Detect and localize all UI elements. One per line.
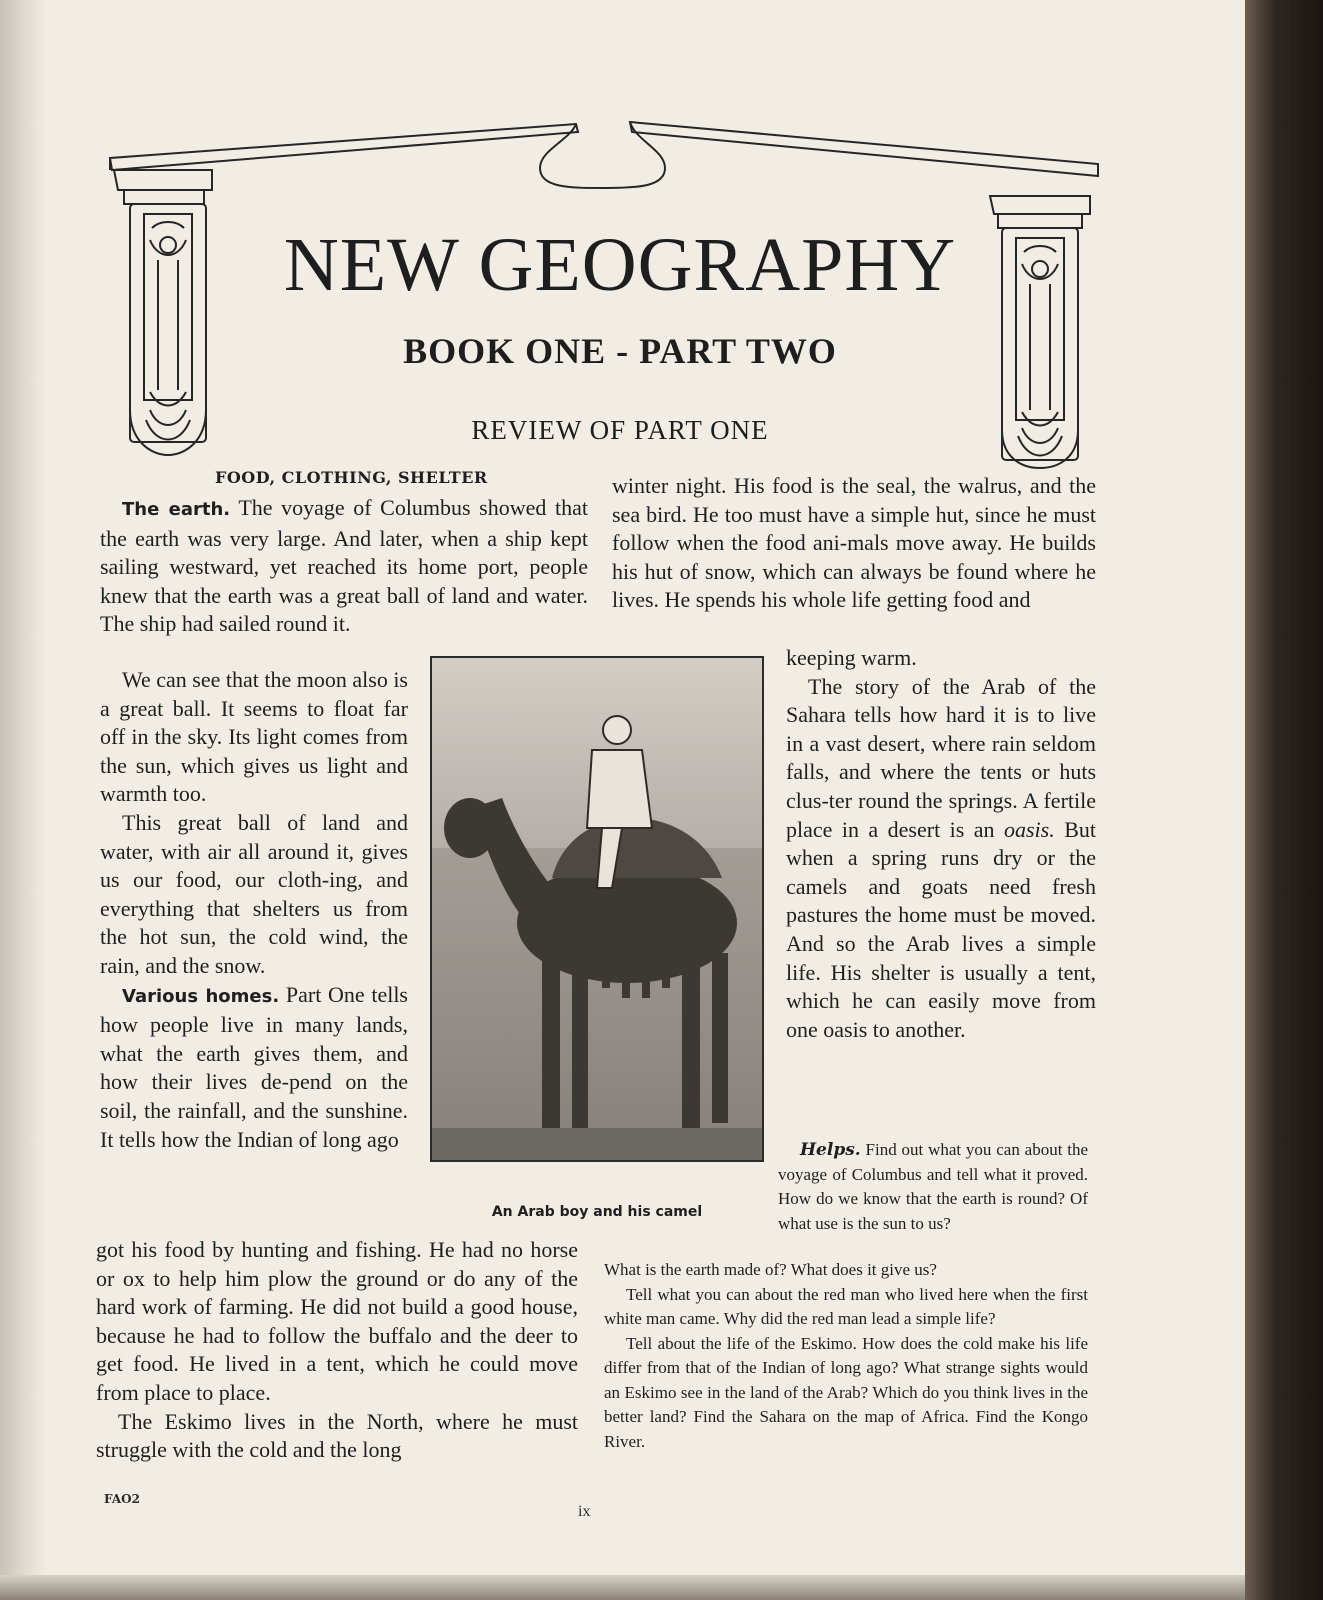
paragraph-eskimo-cont: winter night. His food is the seal, the walrus, and the sea bird. He too must have a simple hut, since he must follow when the food ani-mals move away. He builds his hut of snow, which can always be found where he lives. He spends his whole life getting food and [612,473,1096,613]
page-bottom-shadow [0,1575,1245,1600]
engraving-image [432,658,762,1160]
right-column-narrow [786,644,1096,1044]
page-gutter [0,0,46,1600]
paragraph-eskimo-end: keeping warm. [786,645,917,670]
page-title: NEW GEOGRAPHY [283,223,957,307]
book-subtitle: BOOK ONE - PART TWO [403,331,837,371]
helps-text: Find out what you can about the voyage of Columbus and tell what it proved. How do we know that the earth is round? Of what use is the sun to us? [778,1140,1089,1233]
left-column-narrow [100,666,408,1154]
helps-paragraph-3: Tell about the life of the Eskimo. How does the cold make his life differ from that of the Indian of long ago? What strange sights would an Eskimo see in the land of the Arab? Which do you think lives in the better land? Find the Sahara on the map of Africa. Find the Kongo River. [604,1333,1088,1451]
left-column-top [100,494,588,639]
left-column-bottom [96,1236,578,1465]
page-number: ix [578,1503,591,1520]
paragraph-text: The story of the Arab of the Sahara tells how hard it is to live in a vast desert, where rain seldom falls, and where the tents or huts clus-ter round the springs. A fertile place in a desert is an [786,673,1096,842]
section-heading: FOOD, CLOTHING, SHELTER [215,468,488,487]
paragraph-text: The voyage of Columbus showed that the earth was very large. And later, when a ship kept sailing westward, yet reached its home port, people knew that the earth was a great ball of land and water. The ship had sailed round it. [100,495,588,637]
paragraph-eskimo: The Eskimo lives in the North, where he must struggle with the cold and the long [96,1408,578,1463]
helps-paragraph-1-end: What is the earth made of? What does it give us? [604,1260,937,1279]
book-edge-shadow [1245,0,1323,1600]
section-title: REVIEW OF PART ONE [471,415,769,445]
paragraph-arab [786,673,1096,1045]
helps-label: Helps. [800,1140,861,1160]
helps-paragraph-2: Tell what you can about the red man who lived here when the first white man came. Why did the red man lead a simple life? [604,1284,1088,1328]
term-oasis: oasis. [1004,816,1055,842]
run-in-heading: Various homes. [122,985,280,1007]
paragraph-ball: This great ball of land and water, with air all around it, gives us our food, our cloth-ing, and everything that shelters us from the hot sun, the cold wind, the rain, and the snow. [100,809,408,978]
paragraph-indian: got his food by hunting and fishing. He had no horse or ox to help him plow the ground or do any of the hard work of farming. He did not build a good house, because he had to follow the buffalo and the deer to get food. He lived in a tent, which he could move from place to place. [96,1237,578,1405]
right-column-top [612,472,1096,615]
paragraph-moon: We can see that the moon also is a great ball. It seems to float far off in the sky. Its light comes from the sun, which gives us light and warmth too. [100,667,408,807]
run-in-heading: The earth. [122,499,231,520]
paragraph-text: But when a spring runs dry or the camels and goats need fresh pastures the home must be moved. And so the Arab lives a simple life. His shelter is usually a tent, which he can easily move from one oasis to another. [786,816,1097,1042]
signature-code: FAO2 [104,1492,140,1506]
helps-wide [604,1258,1088,1454]
paragraph-various-homes [100,981,408,1155]
helps-paragraph-1 [778,1138,1088,1236]
paragraph-the-earth [100,494,588,639]
helps-narrow [778,1138,1088,1236]
paragraph-text: Part One tells how people live in many lands, what the earth gives them, and how their lives de-pend on the soil, the rainfall, and the sunshine. It tells how the Indian of long ago [100,981,408,1152]
figure-caption: An Arab boy and his camel [491,1204,703,1220]
arab-boy-camel-illustration [430,656,764,1162]
